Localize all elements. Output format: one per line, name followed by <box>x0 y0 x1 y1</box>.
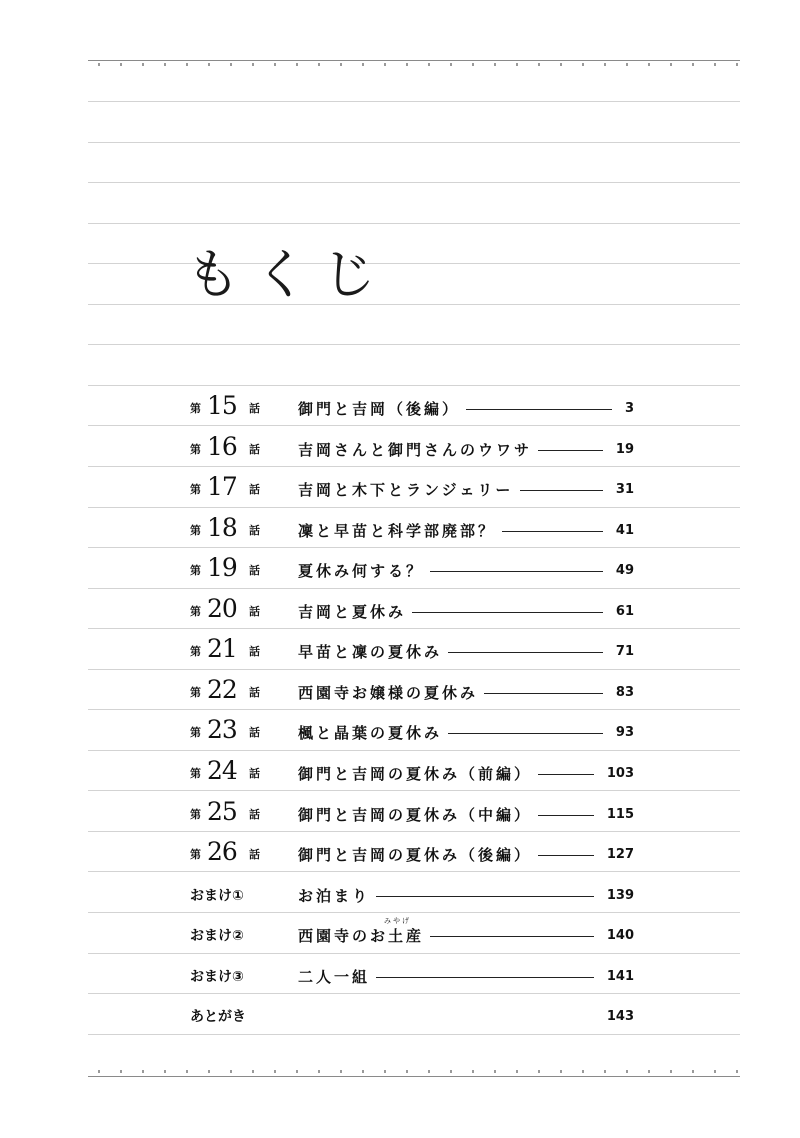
chapter-label <box>190 835 300 875</box>
toc-entry <box>0 389 800 429</box>
entry-title-text: 二人一組 <box>298 967 371 986</box>
page-number: 61 <box>615 603 634 619</box>
leader-line <box>376 977 594 978</box>
page-number: 83 <box>615 684 634 700</box>
entry-title-ruby <box>384 917 425 946</box>
ruled-line <box>88 344 740 345</box>
chapter-label <box>190 713 300 753</box>
ruled-line <box>88 101 740 102</box>
page-number: 127 <box>606 847 634 863</box>
chapter-prefix: 第 <box>190 766 201 780</box>
toc-entry <box>0 551 800 591</box>
entry-title-text: 西園寺のお <box>298 927 389 946</box>
entry-title-text: 楓と晶葉の夏休み <box>298 724 443 743</box>
tick-marks <box>88 1070 740 1074</box>
chapter-prefix: 第 <box>190 523 201 537</box>
chapter-label <box>190 551 300 591</box>
chapter-prefix: 第 <box>190 726 201 740</box>
page-number: 71 <box>615 644 634 660</box>
entry-title-text: 御門と吉岡の夏休み（後編） <box>298 846 533 865</box>
page-number: 141 <box>606 968 634 984</box>
chapter-prefix: 第 <box>190 848 201 862</box>
entry-title-text: 凜と早苗と科学部廃部？ <box>298 521 497 540</box>
entry-title <box>298 846 532 864</box>
page-number: 140 <box>606 928 634 944</box>
chapter-label <box>190 795 300 835</box>
entry-title <box>298 400 460 418</box>
chapter-prefix: 第 <box>190 685 201 699</box>
chapter-label <box>190 754 300 794</box>
extra-label: おまけ① <box>190 887 244 904</box>
entry-title <box>298 968 370 986</box>
page-number: 3 <box>624 401 634 416</box>
leader-line <box>538 774 594 775</box>
tick-marks <box>88 63 740 67</box>
chapter-number: 17 <box>207 472 237 502</box>
chapter-number: 16 <box>207 431 237 461</box>
entry-title-text: 御門と吉岡（後編） <box>298 400 461 418</box>
ruby-base: 土産 <box>388 927 425 946</box>
chapter-label <box>190 430 300 470</box>
chapter-suffix: 話 <box>249 604 260 618</box>
page-number: 93 <box>615 725 634 741</box>
entry-title <box>298 724 442 742</box>
leader-line <box>538 815 594 816</box>
ruled-line <box>88 182 740 183</box>
chapter-label <box>190 470 300 510</box>
ruled-line <box>88 60 740 61</box>
page-number: 103 <box>606 765 634 781</box>
extra-label: おまけ③ <box>190 968 244 985</box>
entry-title-text: 吉岡と木下とランジェリー <box>298 481 514 500</box>
ruby-reading: みやげ <box>384 917 412 926</box>
ruled-line <box>88 223 740 224</box>
chapter-number: 26 <box>207 837 237 867</box>
chapter-prefix: 第 <box>190 645 201 659</box>
toc-entry <box>0 997 800 1037</box>
entry-title-text: 西園寺お嬢様の夏休み <box>298 683 479 702</box>
chapter-label <box>190 632 300 672</box>
entry-title <box>298 643 442 661</box>
extra-label: あとがき <box>190 1009 246 1026</box>
entry-title-text: 吉岡さんと御門さんのウワサ <box>298 440 533 459</box>
page-number: 115 <box>606 806 634 822</box>
entry-title <box>298 522 496 540</box>
leader-line <box>430 571 603 572</box>
page-number: 31 <box>615 482 634 498</box>
page-number: 143 <box>606 1009 634 1025</box>
chapter-suffix: 話 <box>249 685 260 699</box>
chapter-suffix: 話 <box>249 766 260 780</box>
chapter-number: 19 <box>207 553 237 583</box>
entry-title <box>298 917 425 946</box>
leader-line <box>448 733 603 734</box>
chapter-number: 15 <box>207 391 237 420</box>
page-number: 19 <box>615 441 634 457</box>
entry-title <box>298 887 370 905</box>
chapter-number: 25 <box>207 796 237 826</box>
extra-label: おまけ② <box>190 928 244 945</box>
ruled-line <box>88 142 740 143</box>
chapter-prefix: 第 <box>190 564 201 578</box>
ruled-line <box>88 1076 740 1077</box>
entry-title-text: お泊まり <box>298 886 371 905</box>
chapter-number: 18 <box>207 512 237 542</box>
toc-entry <box>0 430 800 470</box>
entry-title <box>298 562 424 580</box>
leader-line <box>412 612 603 613</box>
leader-line <box>502 531 603 532</box>
leader-line <box>376 896 594 897</box>
chapter-number: 20 <box>207 593 237 623</box>
chapter-number: 21 <box>207 634 237 664</box>
entry-title-text: 夏休み何する？ <box>298 562 425 581</box>
chapter-suffix: 話 <box>249 523 260 537</box>
chapter-prefix: 第 <box>190 483 201 497</box>
entry-title <box>298 684 478 702</box>
chapter-number: 22 <box>207 674 237 704</box>
toc-entry <box>0 916 800 956</box>
leader-line <box>484 693 603 694</box>
entry-title-text: 御門と吉岡の夏休み（中編） <box>298 805 533 824</box>
entry-title <box>298 481 513 499</box>
entry-title <box>298 765 532 783</box>
leader-line <box>538 855 594 856</box>
toc-entry <box>0 673 800 713</box>
entry-title-text: 御門と吉岡の夏休み（前編） <box>298 764 533 783</box>
entry-title <box>298 603 406 621</box>
chapter-label <box>190 592 300 632</box>
chapter-label <box>190 673 300 713</box>
chapter-number: 24 <box>207 755 237 785</box>
chapter-suffix: 話 <box>249 442 260 456</box>
leader-line <box>538 450 603 451</box>
entry-title-text: 吉岡と夏休み <box>298 602 407 621</box>
chapter-prefix: 第 <box>190 442 201 456</box>
entry-title <box>298 441 532 459</box>
chapter-suffix: 話 <box>249 848 260 862</box>
toc-entry <box>0 957 800 997</box>
toc-entry <box>0 713 800 753</box>
chapter-suffix: 話 <box>249 402 260 415</box>
chapter-suffix: 話 <box>249 645 260 659</box>
leader-line <box>520 490 603 491</box>
entry-title <box>298 806 532 824</box>
chapter-label <box>190 389 300 429</box>
entry-title-text: 早苗と凜の夏休み <box>298 643 443 662</box>
toc-entry <box>0 632 800 672</box>
toc-entry <box>0 754 800 794</box>
toc-entry <box>0 511 800 551</box>
ruled-line <box>88 385 740 386</box>
page-title: もくじ <box>186 243 390 306</box>
toc-entry <box>0 835 800 875</box>
page-number: 49 <box>615 563 634 579</box>
toc-entry <box>0 795 800 835</box>
chapter-prefix: 第 <box>190 604 201 618</box>
leader-line <box>448 652 603 653</box>
chapter-suffix: 話 <box>249 807 260 821</box>
toc-entry <box>0 470 800 510</box>
toc-entry <box>0 876 800 916</box>
chapter-prefix: 第 <box>190 807 201 821</box>
page-number: 41 <box>615 522 634 538</box>
chapter-prefix: 第 <box>190 402 201 415</box>
chapter-suffix: 話 <box>249 726 260 740</box>
chapter-number: 23 <box>207 715 237 745</box>
chapter-label <box>190 511 300 551</box>
leader-line <box>466 409 612 410</box>
leader-line <box>430 936 594 937</box>
chapter-suffix: 話 <box>249 564 260 578</box>
page-number: 139 <box>606 887 634 903</box>
toc-entry <box>0 592 800 632</box>
chapter-suffix: 話 <box>249 483 260 497</box>
